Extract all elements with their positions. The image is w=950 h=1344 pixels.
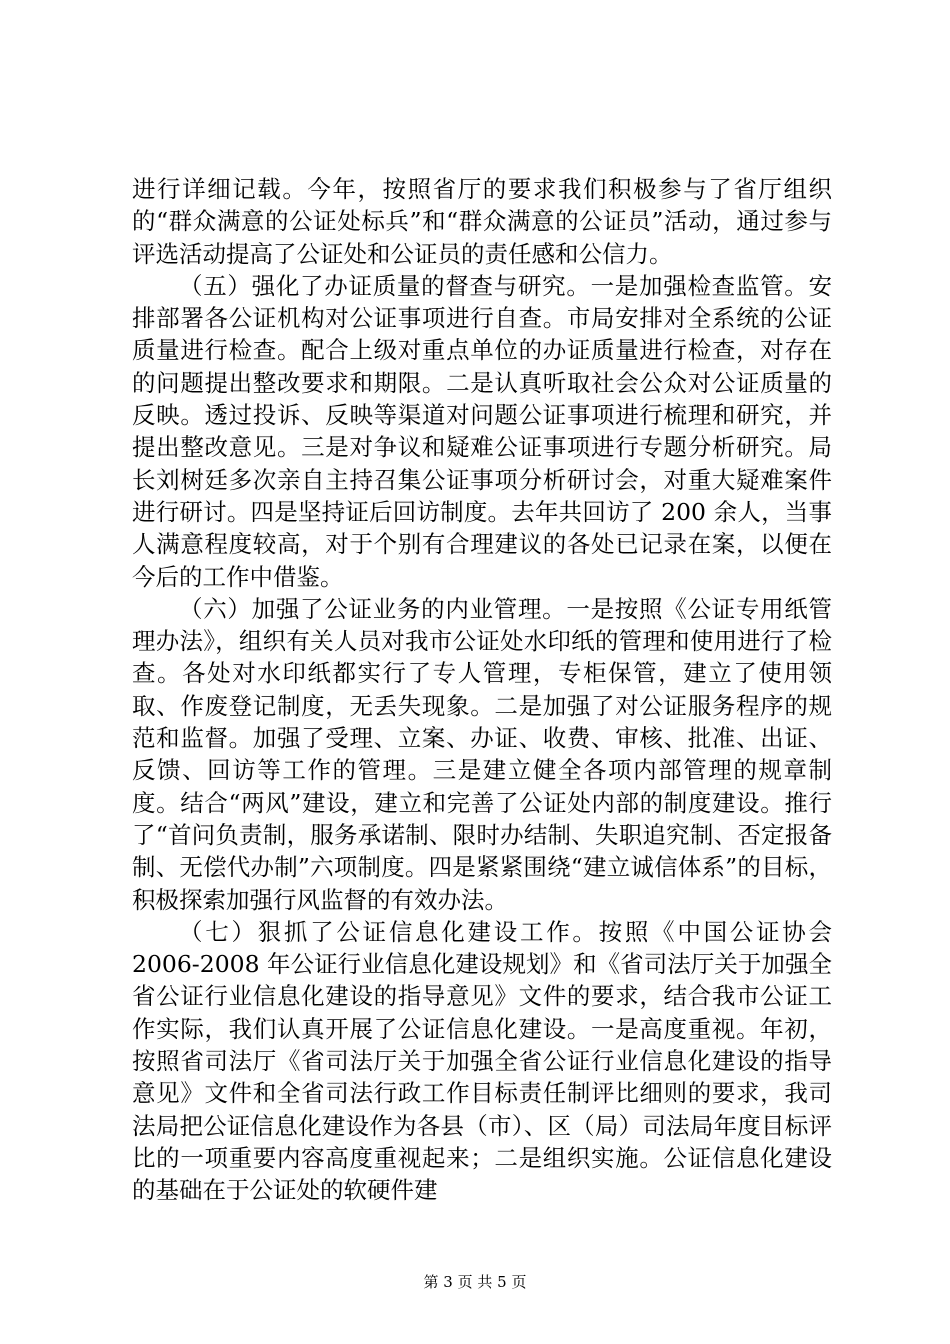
- paragraph-section-6: （六）加强了公证业务的内业管理。一是按照《公证专用纸管理办法》，组织有关人员对我市公证处水印纸的管理和使用进行了检查。各处对水印纸都实行了专人管理，专柜保管，建立了使用领取、作废登记制度，无丢失现象。二是加强了对公证服务程序的规范和监督。加强了受理、立案、办证、收费、审核、批准、出证、反馈、回访等工作的管理。三是建立健全各项内部管理的规章制度。结合“两风”建设，建立和完善了公证处内部的制度建设。推行了“首问负责制，服务承诺制、限时办结制、失职追究制、否定报备制、无偿代办制”六项制度。四是紧紧围绕“建立诚信体系”的目标，积极探索加强行风监督的有效办法。: [132, 594, 832, 914]
- paragraph-section-7: （七）狠抓了公证信息化建设工作。按照《中国公证协会 2006-2008 年公证行业信息化建设规划》和《省司法厅关于加强全省公证行业信息化建设的指导意见》文件的要求，结合我市公证工作实际，我们认真开展了公证信息化建设。一是高度重视。年初，按照省司法厅《省司法厅关于加强全省公证行业信息化建设的指导意见》文件和全省司法行政工作目标责任制评比细则的要求，我司法局把公证信息化建设作为各县（市）、区（局）司法局年度目标评比的一项重要内容高度重视起来；二是组织实施。公证信息化建设的基础在于公证处的软硬件建: [132, 917, 832, 1205]
- page-number-footer: 第 3 页 共 5 页: [423, 1273, 527, 1291]
- document-body: [132, 173, 832, 1207]
- paragraph-1: 进行详细记载。今年，按照省厅的要求我们积极参与了省厅组织的“群众满意的公证处标兵”和“群众满意的公证员”活动，通过参与评选活动提高了公证处和公证员的责任感和公信力。: [132, 175, 832, 268]
- paragraph-section-5: （五）强化了办证质量的督查与研究。一是加强检查监管。安排部署各公证机构对公证事项进行自查。市局安排对全系统的公证质量进行检查。配合上级对重点单位的办证质量进行检查，对存在的问题提出整改要求和期限。二是认真听取社会公众对公证质量的反映。透过投诉、反映等渠道对问题公证事项进行梳理和研究，并提出整改意见。三是对争议和疑难公证事项进行专题分析研究。局长刘树廷多次亲自主持召集公证事项分析研讨会，对重大疑难案件进行研讨。四是坚持证后回访制度。去年共回访了 200 余人，当事人满意程度较高，对于个别有合理建议的各处已记录在案，以便在今后的工作中借鉴。: [132, 271, 832, 591]
